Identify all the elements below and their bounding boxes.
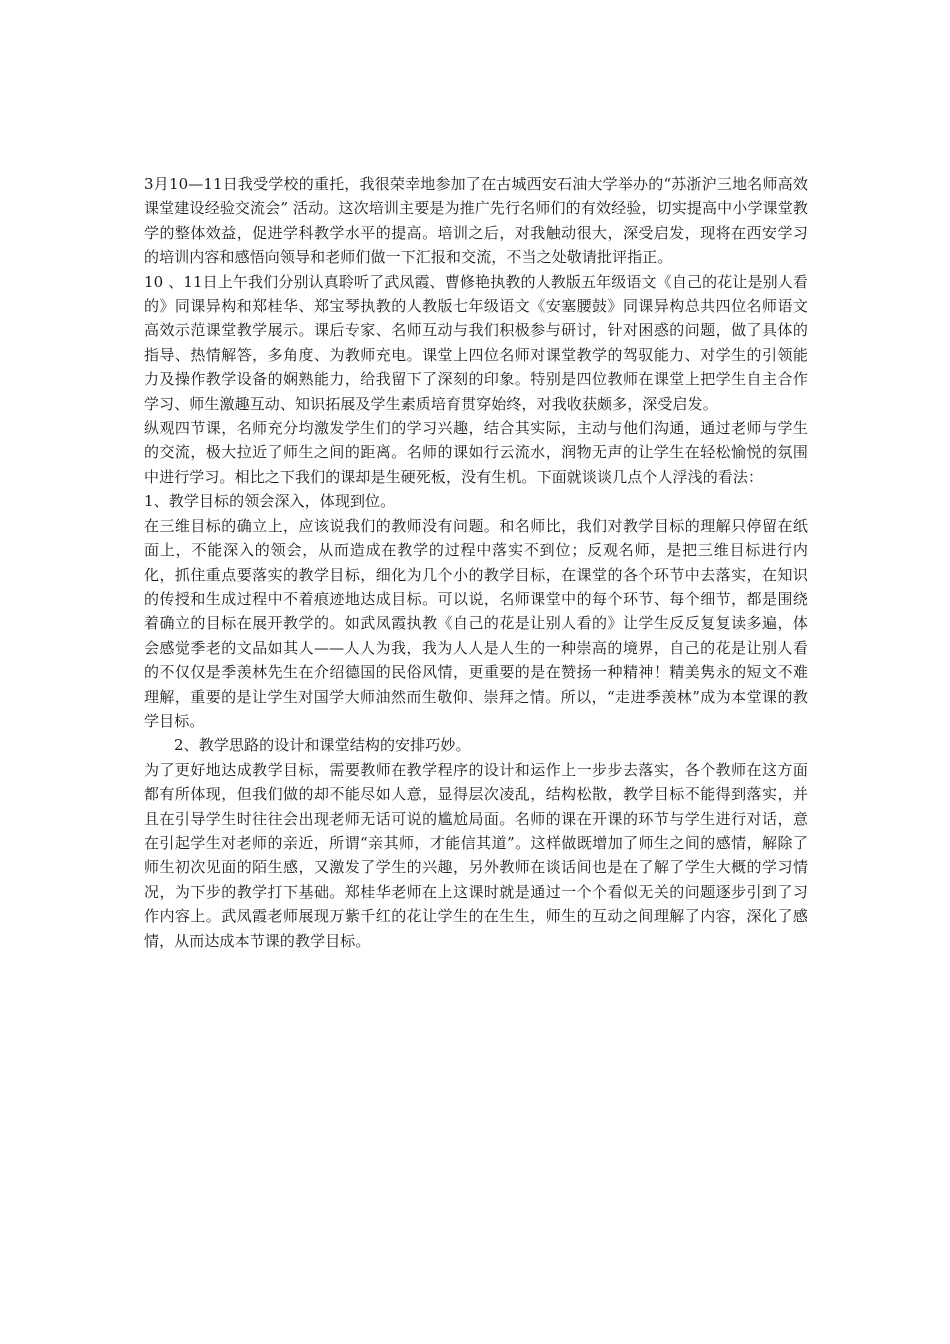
paragraph-overview: 纵观四节课，名师充分均激发学生们的学习兴趣，结合其实际，主动与他们沟通，通过老师与学生的交流，极大拉近了师生之间的距离。名师的课如行云流水，润物无声的让学生在轻松愉悦的氛围中进行学习。相比之下我们的课却是生硬死板，没有生机。下面就谈谈几点个人浮浅的看法： <box>144 419 808 486</box>
paragraph-section-2: 为了更好地达成教学目标，需要教师在教学程序的设计和运作上一步步去落实，各个教师在这方面都有所体现，但我们做的却不能尽如人意，显得层次凌乱，结构松散，教学目标不能得到落实，并且在引导学生时往往会出现老师无话可说的尴尬局面。名师的课在开课的环节与学生进行对话，意在引起学生对老师的亲近，所谓“亲其师，才能信其道”。这样做既增加了师生之间的感情，解除了师生初次见面的陌生感，又激发了学生的兴趣，另外教师在谈话间也是在了解了学生大概的学习情况，为下步的教学打下基础。郑桂华老师在上这课时就是通过一个个看似无关的问题逐步引到了习作内容上。武凤霞老师展现万紫千红的花让学生的在生生，师生的互动之间理解了内容，深化了感情，从而达成本节课的教学目标。 <box>144 760 808 950</box>
section-heading-1: 1、教学目标的领会深入，体现到位。 <box>144 492 396 511</box>
paragraph-lectures: 10 、11日上午我们分别认真聆听了武凤霞、曹修艳执教的人教版五年级语文《自己的花让是别人看的》同课异构和郑桂华、郑宝琴执教的人教版七年级语文《安塞腰鼓》同课异构总共四位名师语文高效示范课堂教学展示。课后专家、名师互动与我们积极参与研讨，针对困惑的问题，做了具体的指导、热情解答，多角度、为教师充电。课堂上四位名师对课堂教学的驾驭能力、对学生的引领能力及操作教学设备的娴熟能力，给我留下了深刻的印象。特别是四位教师在课堂上把学生自主合作学习、师生激趣互动、知识拓展及学生素质培育贯穿始终，对我收获颇多，深受启发。 <box>144 272 808 413</box>
paragraph-intro: 3月10—11日我受学校的重托，我很荣幸地参加了在古城西安石油大学举办的“苏浙沪三地名师高效课堂建设经验交流会” 活动。这次培训主要是为推广先行名师们的有效经验，切实提高中小学课堂教学的整体效益，促进学科教学水平的提高。培训之后，对我触动很大，深受启发，现将在西安学习的培训内容和感悟向领导和老师们做一下汇报和交流，不当之处敬请批评指正。 <box>144 175 808 267</box>
section-heading-2: 2、教学思路的设计和课堂结构的安排巧妙。 <box>174 736 471 755</box>
document-body <box>144 172 808 953</box>
paragraph-section-1: 在三维目标的确立上，应该说我们的教师没有问题。和名师比，我们对教学目标的理解只停留在纸面上，不能深入的领会，从而造成在教学的过程中落实不到位；反观名师，是把三维目标进行内化，抓住重点要落实的教学目标，细化为几个小的教学目标，在课堂的各个环节中去落实，在知识的传授和生成过程中不着痕迹地达成目标。可以说，名师课堂中的每个环节、每个细节，都是围绕着确立的目标在展开教学的。如武凤霞执教《自己的花是让别人看的》让学生反反复复读多遍，体会感觉季老的文品如其人——人人为我，我为人人是人生的一种崇高的境界，自己的花是让别人看的不仅仅是季羡林先生在介绍德国的民俗风情，更重要的是在赞扬一种精神！精美隽永的短文不难理解，重要的是让学生对国学大师油然而生敬仰、崇拜之情。所以，“走进季羡林”成为本堂课的教学目标。 <box>144 516 808 730</box>
